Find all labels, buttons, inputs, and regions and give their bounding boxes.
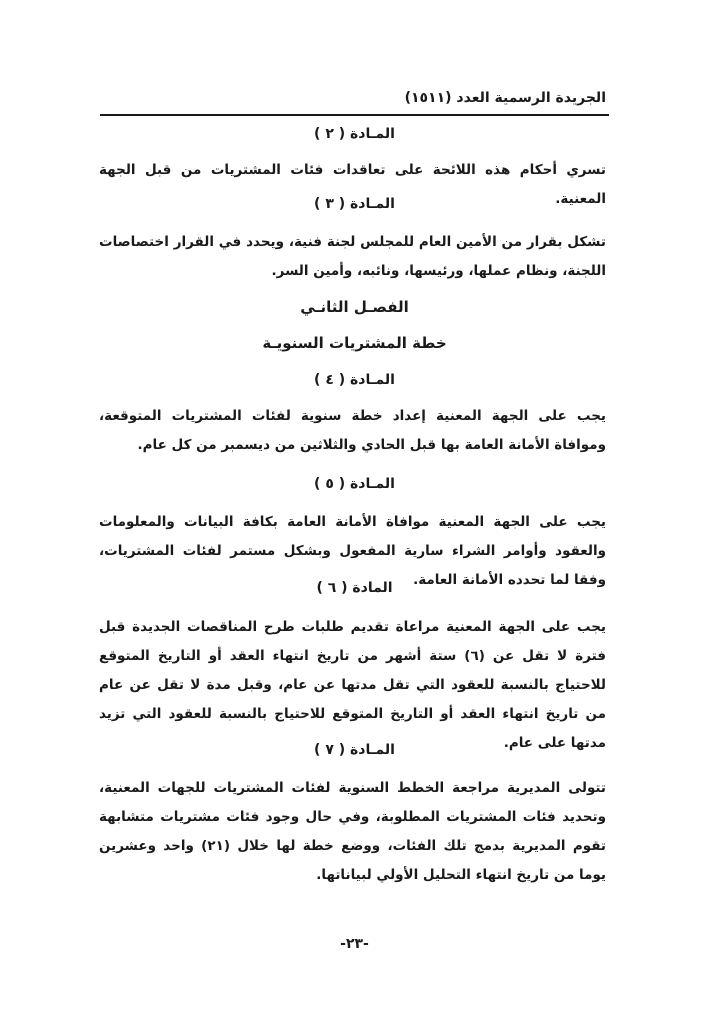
article-7-heading: المـادة ( ٧ ): [314, 742, 395, 758]
article-4-text: يجب على الجهة المعنية إعداد خطة سنوية لفئات المشتريات المتوقعة، وموافاة الأمانة العامة بها قبل الحادي والثلاثين من ديسمبر من كل عام.: [99, 408, 606, 453]
article-2-heading: المـادة ( ٢ ): [314, 126, 395, 142]
header-divider: [100, 114, 609, 116]
article-3-text: تشكل بقرار من الأمين العام للمجلس لجنة فنية، ويحدد في القرار اختصاصات اللجنة، ونظام عملها، ورئيسها، ونائبه، وأمين السر.: [99, 234, 606, 279]
chapter-subtitle: خطة المشتريات السنويـة: [262, 334, 447, 352]
article-6-text: يجب على الجهة المعنية مراعاة تقديم طلبات طرح المناقصات الجديدة قبل فترة لا تقل عن (٦) ستة أشهر من تاريخ انتهاء العقد أو التاريخ المتوقع للاحتياج بالنسبة للعقود التي تقل مدتها عن عام، وقبل مدة لا تقل عن عام من تاريخ انتهاء العقد أو التاريخ المتوقع للاحتياج بالنسبة للعقود التي تزيد مدتها على عام.: [99, 619, 606, 751]
chapter-title: الفصـل الثانـي: [300, 298, 409, 316]
article-5-text: يجب على الجهة المعنية موافاة الأمانة العامة بكافة البيانات والمعلومات والعقود وأوامر الشراء سارية المفعول وبشكل مستمر لفئات المشتريات، وفقا لما تحدده الأمانة العامة.: [99, 514, 606, 588]
article-6-heading: المادة ( ٦ ): [316, 580, 393, 596]
article-4-heading: المـادة ( ٤ ): [314, 372, 395, 388]
gazette-header: الجريدة الرسمية العدد (١٥١١): [404, 90, 606, 106]
page-number: -٢٣-: [340, 936, 369, 952]
article-5-heading: المـادة ( ٥ ): [314, 476, 395, 492]
article-7-text: تتولى المديرية مراجعة الخطط السنوية لفئات المشتريات للجهات المعنية، وتحديد فئات المشتريات المطلوبة، وفي حال وجود فئات مشتريات متشابهة تقوم المديرية بدمج تلك الفئات، ووضع خطة لها خلال (٢١) واحد وعشرين يوما من تاريخ انتهاء التحليل الأولي لبياناتها.: [99, 780, 606, 883]
article-3-heading: المـادة ( ٣ ): [314, 196, 395, 212]
article-2-text: تسري أحكام هذه اللائحة على تعاقدات فئات المشتريات من قبل الجهة المعنية.: [99, 162, 606, 207]
